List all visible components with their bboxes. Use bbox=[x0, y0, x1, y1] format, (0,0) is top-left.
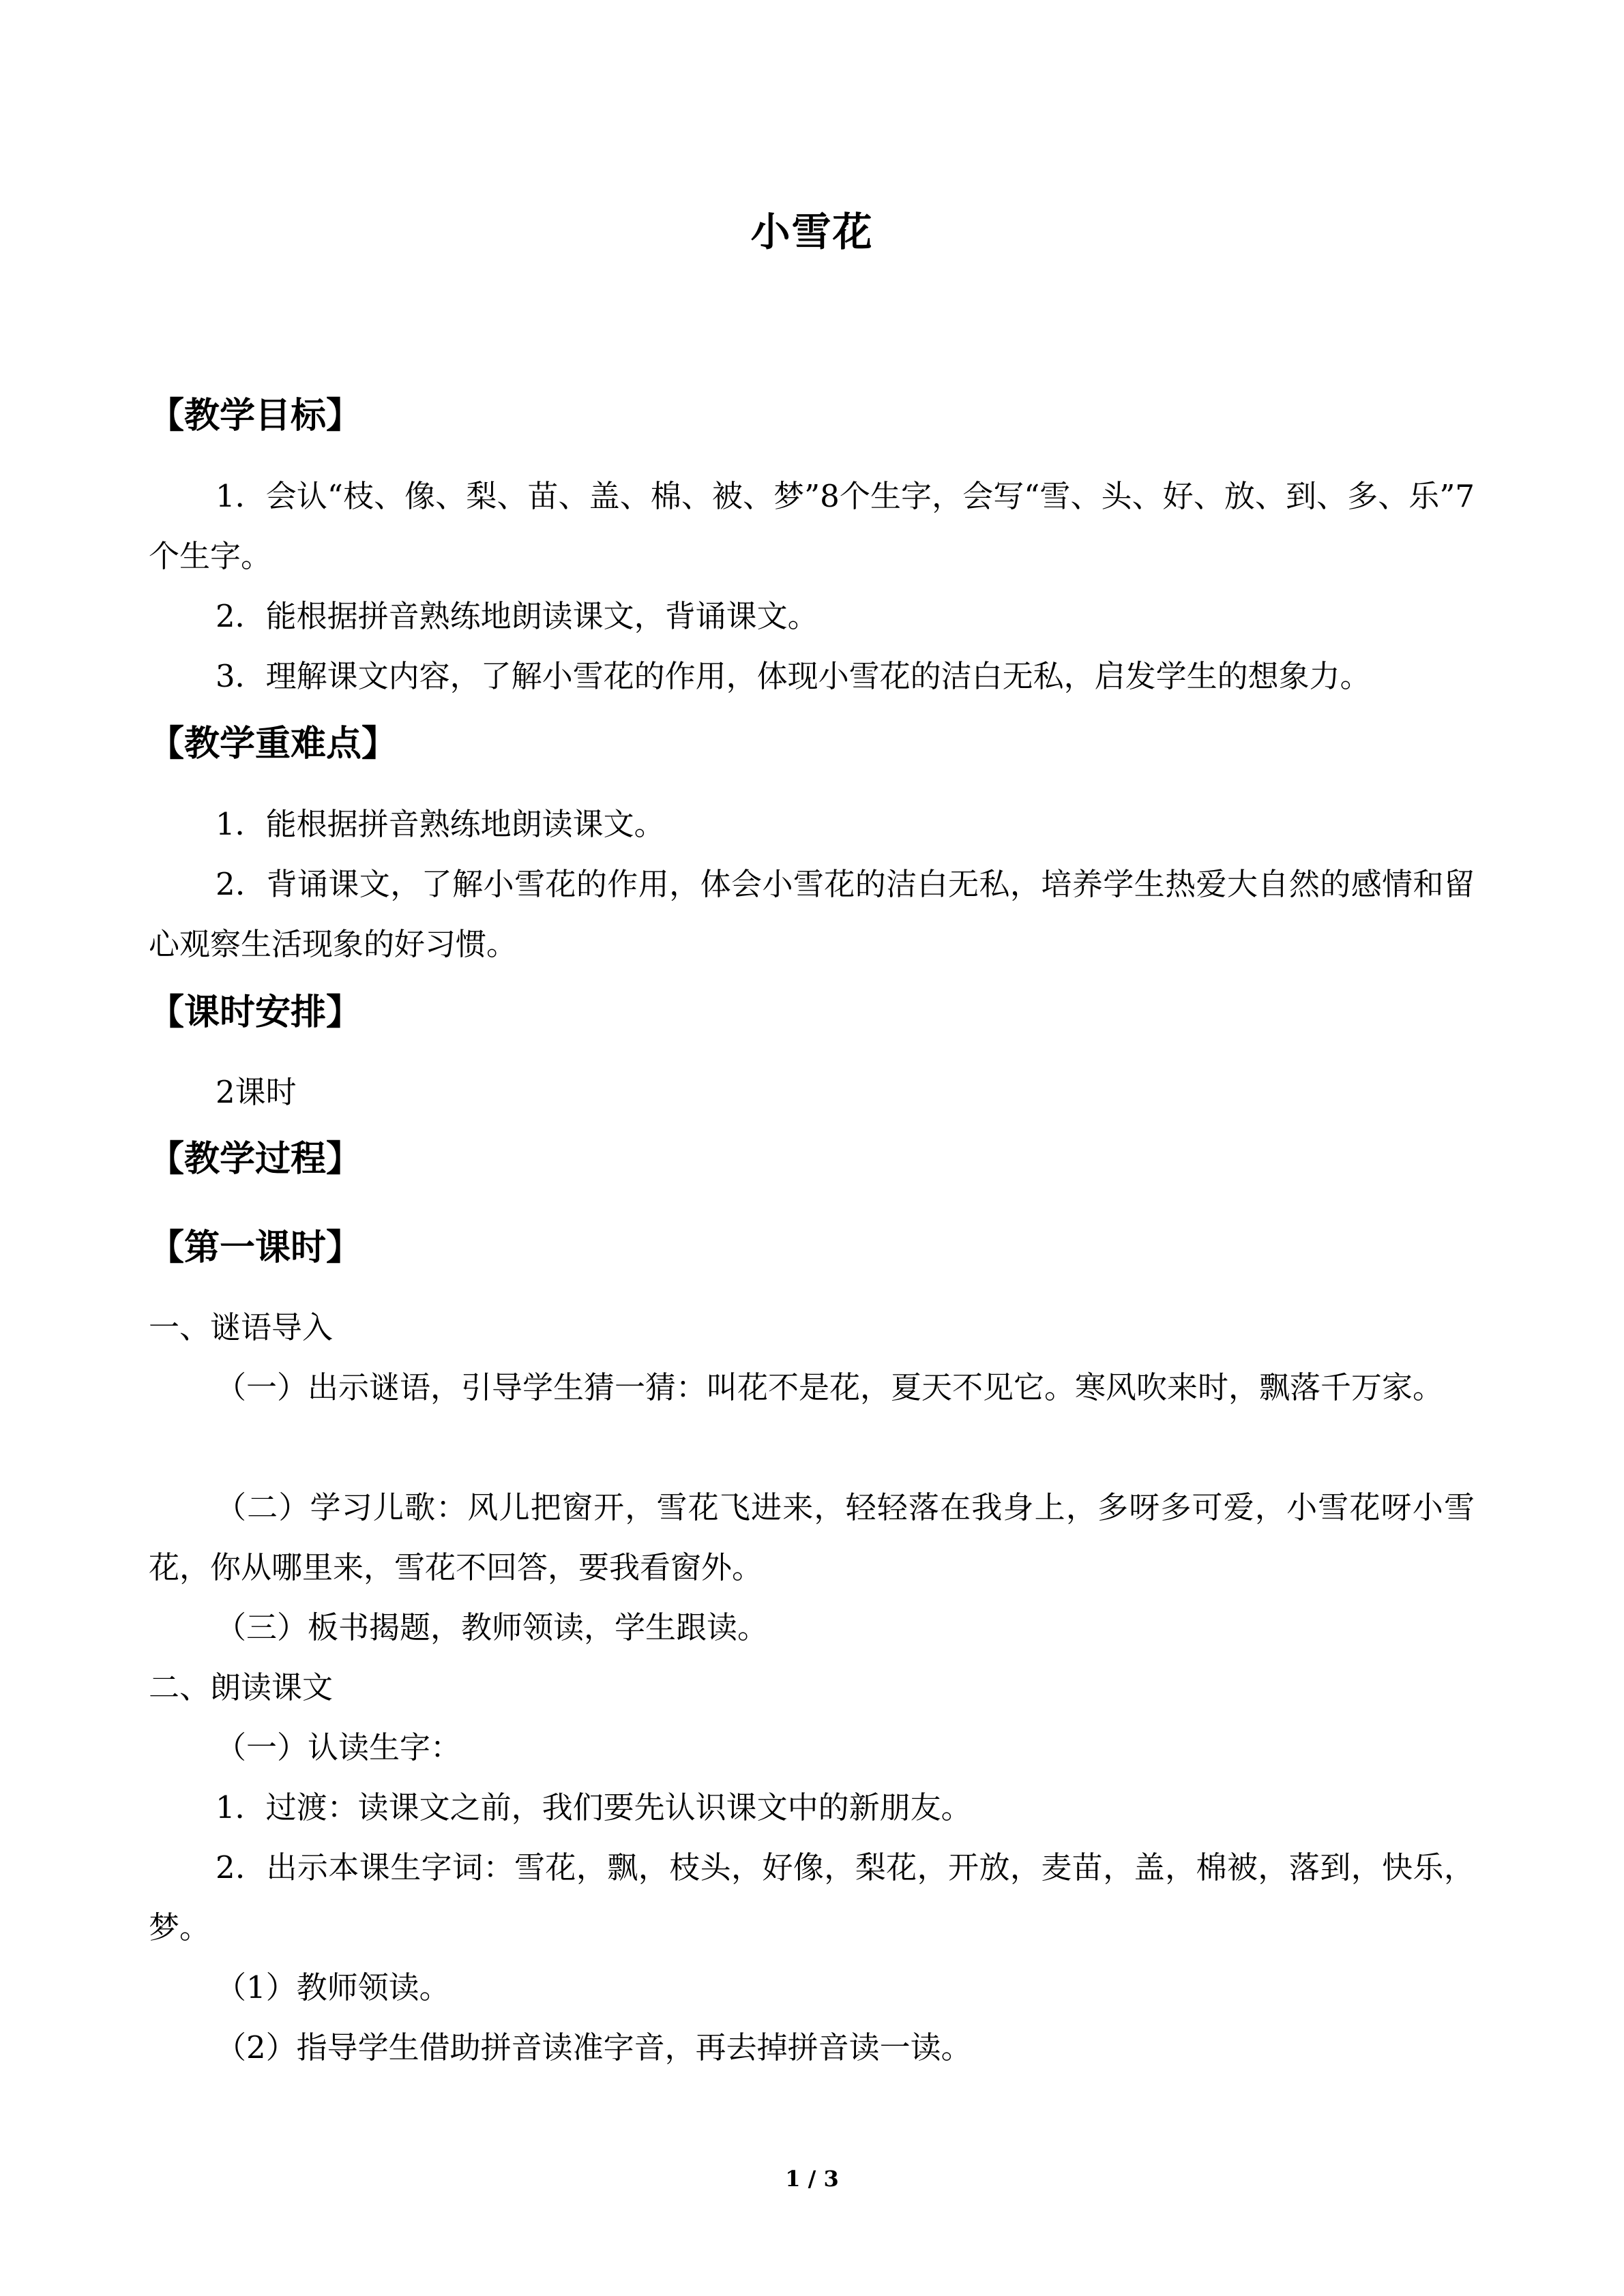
heading-teaching-goals: 【教学目标】 bbox=[149, 396, 362, 436]
heading-lesson-one: 【第一课时】 bbox=[149, 1227, 362, 1268]
part-one-item-3: （三）板书揭题，教师领读，学生跟读。 bbox=[216, 1609, 769, 1645]
part-two-item-1: （一）认读生字： bbox=[216, 1729, 462, 1765]
key-point-item-1: 1．能根据拼音熟练地朗读课文。 bbox=[216, 806, 665, 842]
part-two-item-2: 1．过渡：读课文之前，我们要先认识课文中的新朋友。 bbox=[216, 1789, 972, 1825]
goal-item-2: 2．能根据拼音熟练地朗读课文，背诵课文。 bbox=[216, 598, 818, 634]
page-title: 小雪花 bbox=[750, 209, 874, 255]
part-two-item-3: 2．出示本课生字词：雪花，飘，枝头，好像，梨花，开放，麦苗，盖，棉被，落到，快乐，梦。 bbox=[149, 1849, 1475, 1945]
goal-item-1: 1．会认“枝、像、梨、苗、盖、棉、被、梦”8个生字，会写“雪、头、好、放、到、多、乐”7个生字。 bbox=[149, 478, 1475, 574]
part-one-title: 一、谜语导入 bbox=[149, 1309, 334, 1345]
page-number: 1 / 3 bbox=[785, 2166, 839, 2192]
heading-teaching-process: 【教学过程】 bbox=[149, 1139, 362, 1180]
key-point-item-2: 2．背诵课文，了解小雪花的作用，体会小雪花的洁白无私，培养学生热爱大自然的感情和留心观察生活现象的好习惯。 bbox=[149, 866, 1475, 962]
part-one-item-2: （二）学习儿歌：风儿把窗开，雪花飞进来，轻轻落在我身上，多呀多可爱，小雪花呀小雪花，你从哪里来，雪花不回答，要我看窗外。 bbox=[149, 1489, 1475, 1585]
part-two-item-5: （2）指导学生借助拼音读准字音，再去掉拼音读一读。 bbox=[216, 2029, 972, 2066]
part-two-title: 二、朗读课文 bbox=[149, 1669, 334, 1705]
goal-item-3: 3．理解课文内容，了解小雪花的作用，体现小雪花的洁白无私，启发学生的想象力。 bbox=[216, 658, 1371, 694]
schedule-text: 2课时 bbox=[216, 1074, 297, 1110]
part-one-item-1: （一）出示谜语，引导学生猜一猜：叫花不是花，夏天不见它。寒风吹来时，飘落千万家。 bbox=[216, 1369, 1444, 1405]
heading-schedule: 【课时安排】 bbox=[149, 992, 362, 1033]
heading-key-points: 【教学重难点】 bbox=[149, 724, 398, 764]
part-two-item-4: （1）教师领读。 bbox=[216, 1969, 450, 2006]
